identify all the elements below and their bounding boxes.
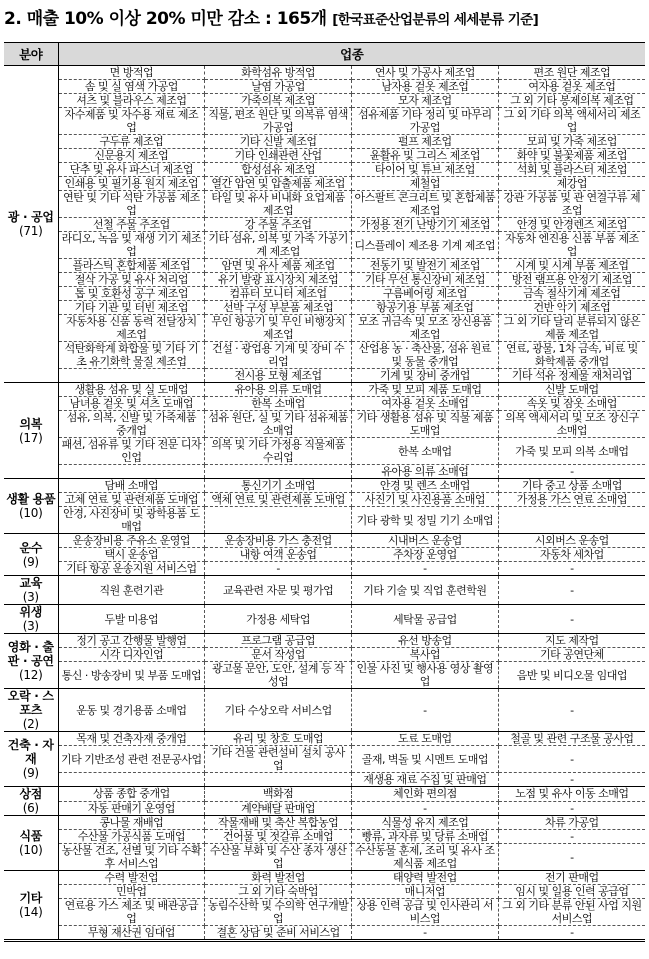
industry-cell: 디스플레이 제조용 기계 제조업 [352,232,499,259]
table-row [4,369,645,383]
table-row [4,830,645,844]
industry-cell: - [352,562,499,576]
industry-cell: 민박업 [58,885,205,899]
industry-cell: 무인 항공기 및 무인 비행장치 제조업 [205,315,352,342]
industry-cell: 의복 및 기타 가정용 직물제품 수리업 [205,438,352,465]
table-row [4,689,645,732]
category-count: (9) [22,554,39,569]
table-row [4,259,645,273]
category-name: 식품 [19,829,43,843]
table-row [4,885,645,899]
industry-cell: 셔츠 및 블라우스 제조업 [58,94,205,108]
industry-cell: 편조 원단 제조업 [498,66,645,80]
industry-cell: 모피 및 가죽 제조업 [498,135,645,149]
industry-cell: 기타 광학 및 정밀 기기 소매업 [352,507,499,534]
industry-cell: 음반 및 비디오물 임대업 [498,662,645,689]
industry-cell: 매니저업 [352,885,499,899]
table-row [4,177,645,191]
table-row [4,605,645,634]
category-count: (10) [19,843,43,857]
table-row [4,342,645,369]
table-row [4,315,645,342]
industry-cell: 가죽 및 모피 의복 소매업 [498,438,645,465]
table-row [4,648,645,662]
table-row [4,94,645,108]
industry-cell: 모자 제조업 [352,94,499,108]
industry-cell: 문서 작성업 [205,648,352,662]
category-cell [4,605,58,634]
industry-cell: 정기 공고 간행물 발행업 [58,634,205,648]
table-row [4,576,645,605]
industry-cell: 무형 재산권 임대업 [58,926,205,940]
industry-cell: 기타 기반조성 관련 전문공사업 [58,746,205,773]
industry-cell: 석탄화학계 화합물 및 기타 기초 유기화학 물질 제조업 [58,342,205,369]
industry-cell [58,465,205,479]
industry-cell: 건설 · 광업용 기계 및 장비 수리업 [205,342,352,369]
industry-cell: 건어물 및 젓갈류 소매업 [205,830,352,844]
industry-cell: 체인화 편의점 [352,787,499,802]
industry-cell: 철골 및 관련 구조물 공사업 [498,732,645,746]
table-row [4,746,645,773]
industry-cell: 연탄 및 기타 석탄 가공품 제조업 [58,191,205,218]
industry-cell: 날염 가공업 [205,80,352,94]
industry-cell: 수산동물 훈제, 조리 및 유사 조제식품 제조업 [352,844,499,871]
table-row [4,218,645,232]
table-row [4,479,645,493]
industry-cell: 세탁물 공급업 [352,605,499,634]
table-row [4,493,645,507]
industry-cell: 차류 가공업 [498,816,645,830]
industry-cell: 노점 및 유사 이동 소매업 [498,787,645,802]
industry-cell: 항공기용 부품 제조업 [352,301,499,315]
table-row [4,66,645,80]
industry-cell: 화력 발전업 [205,871,352,885]
industry-cell: 자동차 세차업 [498,548,645,562]
industry-cell: 한복 소매업 [205,397,352,411]
industry-cell: 단추 및 유사 파스너 제조업 [58,163,205,177]
industry-cell: 방전 램프용 안정기 제조업 [498,273,645,287]
industry-cell: 그 외 기타 의복 액세서리 제조업 [498,108,645,135]
industry-cell: 여자용 겉옷 제조업 [498,80,645,94]
category-cell [4,383,58,479]
industry-cell: 전시용 모형 제조업 [205,369,352,383]
category-cell [4,689,58,732]
industry-cell: 섬유제품 기타 정리 및 마무리 가공업 [352,108,499,135]
industry-cell: 강 주물 주조업 [205,218,352,232]
industry-cell: 인쇄용 및 필기용 원지 제조업 [58,177,205,191]
industry-cell: 가정용 전기 난방기기 제조업 [352,218,499,232]
table-header-row [4,43,645,66]
industry-cell: 광고물 문안, 도안, 설계 등 작성업 [205,662,352,689]
table-row [4,149,645,163]
industry-cell: 금속 절삭기계 제조업 [498,287,645,301]
industry-cell: 신문용지 제조업 [58,149,205,163]
industry-cell: - [498,576,645,605]
industry-cell: 건반 악기 제조업 [498,301,645,315]
industry-cell: 유리 및 창호 도매업 [205,732,352,746]
industry-cell: 액체 연료 및 관련제품 도매업 [205,493,352,507]
table-row [4,926,645,940]
industry-cell: 의복 액세서리 및 모조 장신구 소매업 [498,411,645,438]
industry-cell: 작물재배 및 축산 복합농업 [205,816,352,830]
table-row [4,662,645,689]
table-row [4,899,645,926]
industry-cell: 주차장 운영업 [352,548,499,562]
industry-cell: 도료 도매업 [352,732,499,746]
industry-cell: 백화점 [205,787,352,802]
industry-cell: 남자용 겉옷 제조업 [352,80,499,94]
table-tail-row [4,940,645,942]
industry-cell: 기타 생활용 섬유 및 직물 제품 도매업 [352,411,499,438]
category-name: 교육 [19,576,43,590]
category-cell [4,479,58,534]
industry-cell: 기타 무선 통신장비 제조업 [352,273,499,287]
table-body [4,66,645,940]
industry-cell: 구름베어링 제조업 [352,287,499,301]
industry-cell: 농산물 건조, 선별 및 기타 수확 후 서비스업 [58,844,205,871]
category-name: 오락 · 스포츠 [7,689,54,717]
table-row [4,773,645,787]
industry-cell: - [498,465,645,479]
industry-cell: 선철 주물 주조업 [58,218,205,232]
category-count: (2) [22,717,39,731]
industry-cell: 선박 구성 부분품 제조업 [205,301,352,315]
industry-cell: 라디오, 녹음 및 재생 기기 제조업 [58,232,205,259]
industry-cell: 한복 소매업 [352,438,499,465]
table-row [4,816,645,830]
industry-cell: 안경 및 렌즈 소매업 [352,479,499,493]
industry-cell: 면 방적업 [58,66,205,80]
industry-cell: 절삭 가공 및 유사 처리업 [58,273,205,287]
title-sub: [한국표준산업분류의 세세분류 기준] [332,12,539,28]
industry-cell: 택시 운송업 [58,548,205,562]
industry-cell: 복사업 [352,648,499,662]
industry-cell: 석회 및 플라스터 제조업 [498,163,645,177]
industry-cell: - [498,605,645,634]
industry-cell: 윤활유 및 그리스 제조업 [352,149,499,163]
industry-cell: 교육관련 자문 및 평가업 [205,576,352,605]
category-count: (10) [19,506,43,520]
industry-cell: 가죽 및 모피 제품 도매업 [352,383,499,397]
industry-cell: 생활용 섬유 및 실 도매업 [58,383,205,397]
industry-cell: 인물 사진 및 행사용 영상 촬영업 [352,662,499,689]
industry-cell: 골재, 벽돌 및 시멘트 도매업 [352,746,499,773]
industry-cell: 기타 건물 관련설비 설치 공사업 [205,746,352,773]
category-name: 영화 · 출판 · 공연 [7,640,54,668]
industry-cell: 시내버스 운송업 [352,534,499,548]
industry-cell: 자동차 엔진용 신품 부품 제조업 [498,232,645,259]
category-name: 의복 [19,416,43,431]
category-cell [4,732,58,787]
table-row [4,80,645,94]
table-row [4,411,645,438]
industry-cell: 그 외 기타 숙박업 [205,885,352,899]
industry-cell: - [498,844,645,871]
category-name: 위생 [19,605,43,619]
industry-cell: 담배 소매업 [58,479,205,493]
industry-cell: 신발 도매업 [498,383,645,397]
industry-cell: 제철업 [352,177,499,191]
industry-cell [498,507,645,534]
industry-cell [58,773,205,787]
industry-cell [205,773,352,787]
industry-cell: 임시 및 일용 인력 공급업 [498,885,645,899]
industry-cell: 기타 수상오락 서비스업 [205,689,352,732]
table-row [4,732,645,746]
table-row [4,507,645,534]
industry-cell: - [205,562,352,576]
industry-cell: 재생용 재료 수집 및 판매업 [352,773,499,787]
industry-cell: 시각 디자인업 [58,648,205,662]
industry-cell: 지도 제작업 [498,634,645,648]
industry-cell: 강관 가공품 및 관 연결구류 제조업 [498,191,645,218]
industry-cell: 전기 판매업 [498,871,645,885]
table-row [4,465,645,479]
industry-cell: 직물, 편조 원단 및 의복류 염색 가공업 [205,108,352,135]
industry-cell: 상용 인력 공급 및 인사관리 서비스업 [352,899,499,926]
industry-cell: 시외버스 운송업 [498,534,645,548]
industry-cell: 산업용 농 · 축산물, 섬유 원료 및 동물 중개업 [352,342,499,369]
industry-cell: 안경 및 안경렌즈 제조업 [498,218,645,232]
industry-cell: 기타 기술 및 직업 훈련학원 [352,576,499,605]
industry-cell: 여자용 겉옷 소매업 [352,397,499,411]
category-count: (6) [22,801,39,815]
industry-cell: 통신기기 소매업 [205,479,352,493]
industry-cell: 화약 및 불꽃제품 제조업 [498,149,645,163]
industry-cell: 기타 항공 운송지원 서비스업 [58,562,205,576]
industry-cell: - [498,773,645,787]
industry-cell: - [352,689,499,732]
table-row [4,801,645,816]
industry-cell: - [498,689,645,732]
industry-cell [205,507,352,534]
industry-table [4,42,645,942]
category-cell [4,66,58,383]
industry-cell: 톱 및 호환성 공구 제조업 [58,287,205,301]
category-name: 상점 [19,787,43,801]
category-cell [4,787,58,816]
industry-cell: 기타 공연단체 [498,648,645,662]
industry-cell: 목재 및 건축자재 중개업 [58,732,205,746]
industry-cell: 콩나물 재배업 [58,816,205,830]
category-count: (9) [22,766,39,780]
industry-cell: 자동차용 신품 동력 전달장치 제조업 [58,315,205,342]
industry-cell: 그 외 기타 달리 분류되지 않은 제품 제조업 [498,315,645,342]
header-category: 분야 [4,43,58,66]
category-cell [4,634,58,689]
table-row [4,871,645,885]
category-count: (71) [19,224,43,238]
industry-cell: 계약배달 판매업 [205,801,352,816]
industry-cell [58,369,205,383]
table-row [4,548,645,562]
industry-cell: 유기 발광 표시장치 제조업 [205,273,352,287]
category-name: 건축 · 자재 [7,738,54,766]
table-row [4,534,645,548]
industry-cell: 아스팔트 콘크리트 및 혼합제품 제조업 [352,191,499,218]
industry-cell: 화학섬유 방적업 [205,66,352,80]
industry-cell: 가죽의복 제조업 [205,94,352,108]
industry-cell: 열간 압연 및 압출제품 제조업 [205,177,352,191]
industry-cell: 빵류, 과자류 및 당류 소매업 [352,830,499,844]
industry-cell: 농림수산학 및 수의학 연구개발업 [205,899,352,926]
industry-cell: 타일 및 유사 비내화 요업제품 제조업 [205,191,352,218]
page-title [4,4,644,34]
industry-cell: 기타 기관 및 터빈 제조업 [58,301,205,315]
table-row [4,397,645,411]
industry-cell: - [498,926,645,940]
industry-cell: 구두류 제조업 [58,135,205,149]
category-count: (12) [19,668,43,682]
category-count: (14) [19,905,43,919]
industry-cell: 통신 · 방송장비 및 부품 도매업 [58,662,205,689]
industry-cell: 시계 및 시계 부품 제조업 [498,259,645,273]
industry-cell: 직원 훈련기관 [58,576,205,605]
category-count: (17) [19,430,43,445]
category-count: (3) [22,619,39,633]
industry-cell: - [352,926,499,940]
industry-cell: 기계 및 장비 중개업 [352,369,499,383]
industry-cell: 솜 및 실 염색 가공업 [58,80,205,94]
industry-cell: - [498,830,645,844]
industry-cell: - [498,746,645,773]
industry-cell: 타이어 및 튜브 제조업 [352,163,499,177]
table-row [4,108,645,135]
industry-cell: 모조 귀금속 및 모조 장신용품 제조업 [352,315,499,342]
category-name: 운수 [19,540,43,555]
header-industry: 업종 [58,43,645,66]
industry-cell: 결혼 상담 및 준비 서비스업 [205,926,352,940]
category-count: (3) [22,590,39,604]
industry-cell: 운송장비용 가스 충전업 [205,534,352,548]
category-name: 기타 [19,891,43,905]
table-row [4,787,645,802]
industry-cell: 제강업 [498,177,645,191]
industry-cell: 그 외 기타 봉제의복 제조업 [498,94,645,108]
industry-cell: 섬유 원단, 실 및 기타 섬유제품 소매업 [205,411,352,438]
industry-cell: 두발 미용업 [58,605,205,634]
industry-cell: 패션, 섬유류 및 기타 전문 디자인업 [58,438,205,465]
industry-cell: 자수제품 및 자수용 재료 제조업 [58,108,205,135]
table-row [4,438,645,465]
industry-cell: 태양력 발전업 [352,871,499,885]
industry-cell: 기타 신발 제조업 [205,135,352,149]
industry-cell: 연료용 가스 제조 및 배관공급업 [58,899,205,926]
industry-cell: 고체 연료 및 관련제품 도매업 [58,493,205,507]
industry-cell: 남녀용 겉옷 및 셔츠 도매업 [58,397,205,411]
category-name: 광 · 공업 [7,210,54,224]
industry-cell: 운동 및 경기용품 소매업 [58,689,205,732]
table-row [4,562,645,576]
industry-cell: 가정용 세탁업 [205,605,352,634]
industry-cell: 상품 종합 중개업 [58,787,205,802]
table-row [4,634,645,648]
industry-cell: 전동기 및 발전기 제조업 [352,259,499,273]
table-row [4,273,645,287]
table-row [4,232,645,259]
industry-cell: 자동 판매기 운영업 [58,801,205,816]
industry-cell: 컴퓨터 모니터 제조업 [205,287,352,301]
industry-cell: 속옷 및 잠옷 소매업 [498,397,645,411]
table-row [4,844,645,871]
table-row [4,163,645,177]
industry-cell: 프로그램 공급업 [205,634,352,648]
title-main: 2. 매출 10% 이상 20% 미만 감소 : 165개 [4,9,327,29]
table-row [4,191,645,218]
industry-cell: 가정용 가스 연료 소매업 [498,493,645,507]
category-cell [4,816,58,871]
industry-cell: 연료, 광물, 1차 금속, 비료 및 화학제품 중개업 [498,342,645,369]
industry-cell: 사진기 및 사진용품 소매업 [352,493,499,507]
industry-cell: 기타 중고 상품 소매업 [498,479,645,493]
industry-cell: 유아용 의류 소매업 [352,465,499,479]
industry-cell: 펄프 제조업 [352,135,499,149]
industry-cell: 기타 인쇄관련 산업 [205,149,352,163]
industry-cell: - [498,801,645,816]
industry-cell: 내항 여객 운송업 [205,548,352,562]
industry-cell: 안경, 사진장비 및 광학용품 도매업 [58,507,205,534]
industry-cell: 그 외 기타 분류 안된 사업 지원 서비스업 [498,899,645,926]
category-name: 생활 용품 [6,492,56,506]
industry-cell: 유선 방송업 [352,634,499,648]
industry-cell: 플라스틱 혼합제품 제조업 [58,259,205,273]
industry-cell: - [498,562,645,576]
category-cell [4,576,58,605]
industry-cell: 기타 석유 정제물 재처리업 [498,369,645,383]
industry-cell: 합성섬유 제조업 [205,163,352,177]
category-cell [4,534,58,576]
table-row [4,135,645,149]
industry-cell: 수산물 부화 및 수산 종자 생산업 [205,844,352,871]
table-row [4,287,645,301]
table-row [4,383,645,397]
industry-cell: 섬유, 의복, 신발 및 가죽제품 중개업 [58,411,205,438]
industry-cell [205,465,352,479]
industry-cell: 운송장비용 주유소 운영업 [58,534,205,548]
industry-cell: - [352,801,499,816]
industry-cell: 유아용 의류 도매업 [205,383,352,397]
industry-cell: 연사 및 가공사 제조업 [352,66,499,80]
industry-cell: 암면 및 유사 제품 제조업 [205,259,352,273]
table-row [4,301,645,315]
industry-cell: 수력 발전업 [58,871,205,885]
industry-cell: 기타 섬유, 의복 및 가죽 가공기계 제조업 [205,232,352,259]
industry-cell: 수산물 가공식품 도매업 [58,830,205,844]
industry-cell: 식물성 유지 제조업 [352,816,499,830]
category-cell [4,871,58,940]
